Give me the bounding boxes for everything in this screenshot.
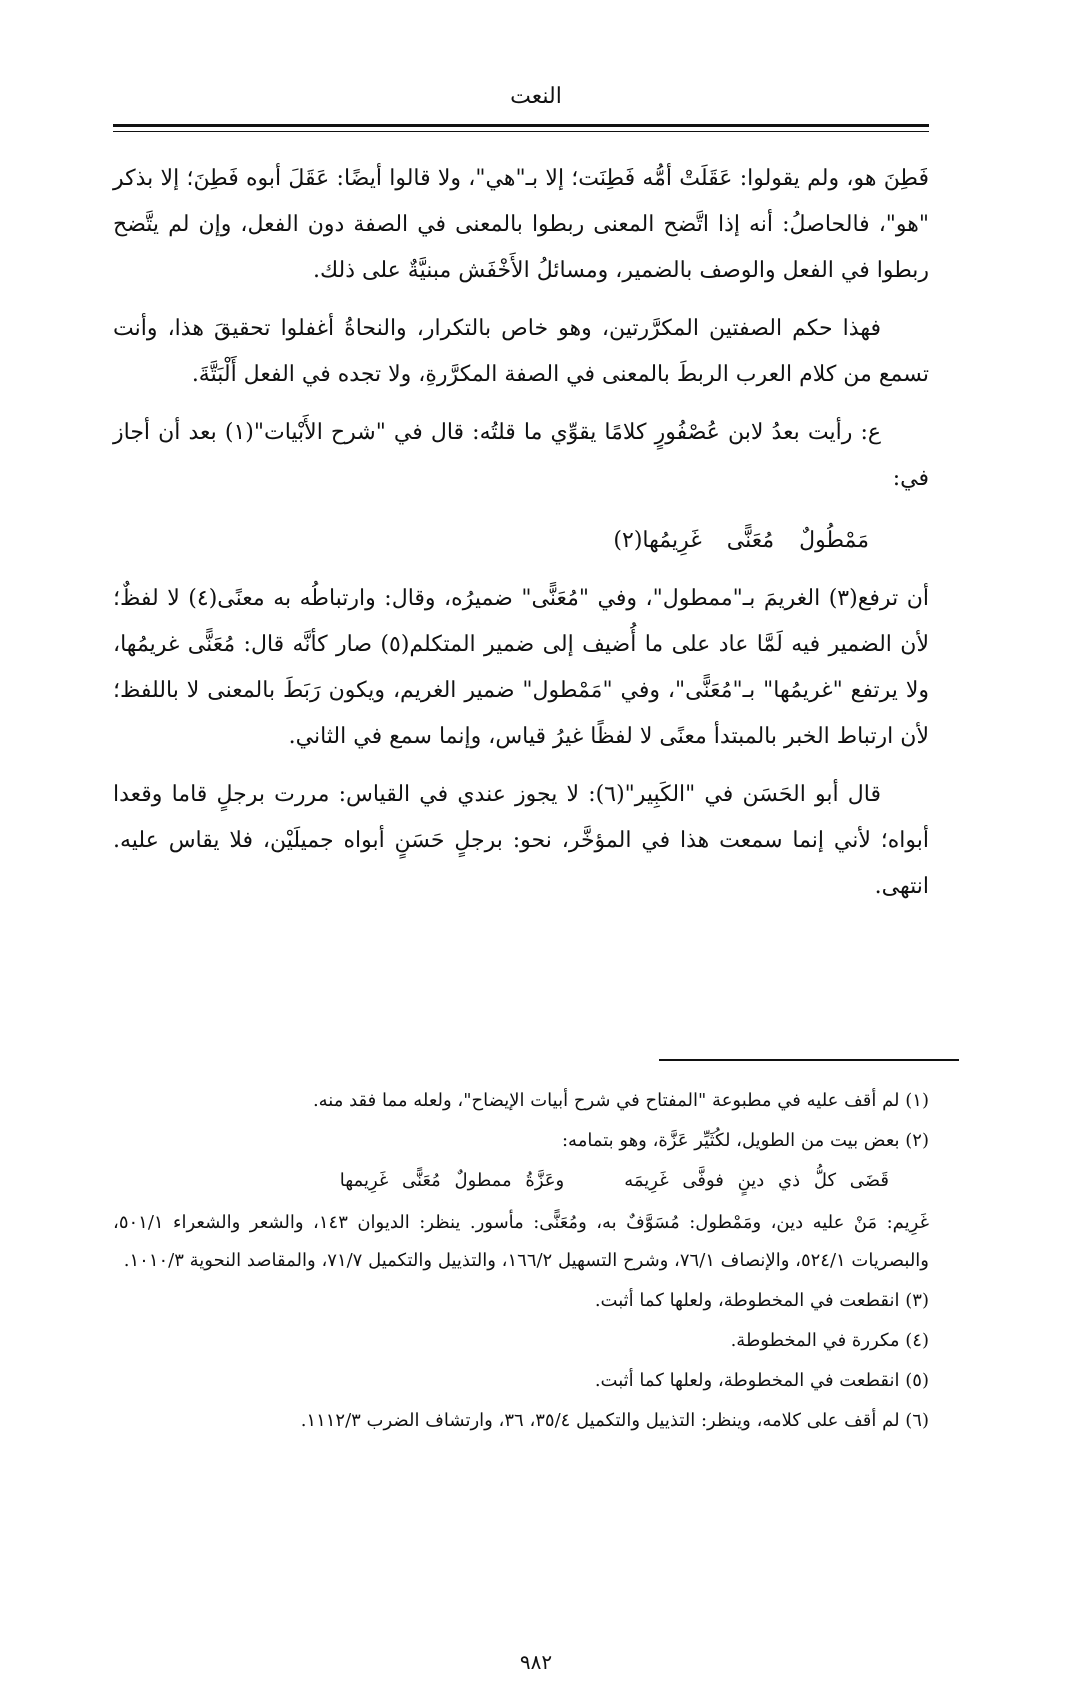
verse-quote: مَمْطُولٌ مُعَنًّى غَرِيمُها(٢) xyxy=(613,528,869,553)
main-text xyxy=(113,156,929,922)
paragraph-4: أن ترفع(٣) الغريمَ بـ"ممطول"، وفي "مُعَنًّى" ضميرُه، وقال: وارتباطُه به معنًى(٤) لا لفظٌ؛ لأن الضمير فيه لَمَّا عاد على ما أُضيف إلى ضمير المتكلم(٥) صار كأنَّه قال: مُعَنًّى غريمُها، ولا يرتفع "غريمُها" بـ"مُعَنًّى"، وفي "مَمْطول" ضمير الغريم، ويكون رَبَطَ بالمعنى لا باللفظ؛ لأن ارتباط الخبر بالمبتدأ معنًى لا لفظًا غيرُ قياس، وإنما سمع في الثاني. xyxy=(113,586,929,749)
verse-second-hemistich: وعَزَّةُ ممطولٌ مُعَنًّى غَرِيمها xyxy=(339,1170,565,1191)
footnotes xyxy=(113,1082,929,1442)
header-rule-thin xyxy=(113,131,929,132)
footnote-4: (٤) مكررة في المخطوطة. xyxy=(730,1330,929,1351)
verse-first-hemistich: قَضَى كلُّ ذي دينٍ فوفَّى غَرِيمَه xyxy=(624,1170,889,1191)
footnote-5: (٥) انقطعت في المخطوطة، ولعلها كما أثبت. xyxy=(594,1370,929,1391)
footnote-verse xyxy=(113,1162,929,1200)
page-number: ٩٨٢ xyxy=(519,1650,553,1674)
running-header: النعت xyxy=(510,84,562,109)
footnote-6: (٦) لم أقف على كلامه، وينظر: التذييل والتكميل ٣٥/٤، ٣٦، وارتشاف الضرب ١١١٢/٣. xyxy=(300,1410,929,1431)
paragraph-3: ع: رأيت بعدُ لابن عُصْفُورٍ كلامًا يقوِّي ما قلتُه: قال في "شرح الأَبْيات"(١) بعد أن أجاز في: xyxy=(113,420,929,491)
footnote-2: (٢) بعض بيت من الطويل، لكُثَيِّر عَزَّة، وهو بتمامه: xyxy=(561,1130,929,1151)
paragraph-5: قال أبو الحَسَن في "الكَبِير"(٦): لا يجوز عندي في القياس: مررت برجلٍ قاما وقعدا أبواه؛ لأني إنما سمعت هذا في المؤخَّر، نحو: برجلٍ حَسَنٍ أبواه جميلَيْن، فلا يقاس عليه. انتهى. xyxy=(113,782,929,899)
header-rule-thick xyxy=(113,124,929,127)
footnote-separator xyxy=(659,1059,959,1061)
paragraph-1: فَطِنَ هو، ولم يقولوا: عَقَلَتْ أمُّه فَطِنَت؛ إلا بـ"هي"، ولا قالوا أيضًا: عَقَلَ أبوه فَطِنَ؛ إلا بذكر "هو"، فالحاصلُ: أنه إذا اتَّضح المعنى ربطوا بالمعنى في الصفة دون الفعل، وإن لم يتَّضح ربطوا في الفعل والوصف بالضمير، ومسائلُ الأَخْفَش مبنيَّةٌ على ذلك. xyxy=(113,166,929,283)
paragraph-2: فهذا حكم الصفتين المكرَّرتين، وهو خاص بالتكرار، والنحاةُ أغفلوا تحقيقَ هذا، وأنت تسمع من كلام العرب الربطَ بالمعنى في الصفة المكرَّرةِ، ولا تجده في الفعل أَلْبَتَّةَ. xyxy=(113,316,929,387)
footnote-3: (٣) انقطعت في المخطوطة، ولعلها كما أثبت. xyxy=(594,1290,929,1311)
footnote-2-continuation: غَرِيم: مَنْ عليه دين، ومَمْطول: مُسَوَّفٌ به، ومُعَنًّى: مأسور. ينظر: الديوان ١٤٣، والشعر والشعراء ٥٠١/١، والبصريات ٥٢٤/١، والإنصاف ٧٦/١، وشرح التسهيل ١٦٦/٢، والتذييل والتكميل ٧١/٧، والمقاصد النحوية ١٠١٠/٣. xyxy=(113,1212,929,1271)
footnote-1: (١) لم أقف عليه في مطبوعة "المفتاح في شرح أبيات الإيضاح"، ولعله مما فقد منه. xyxy=(312,1090,929,1111)
